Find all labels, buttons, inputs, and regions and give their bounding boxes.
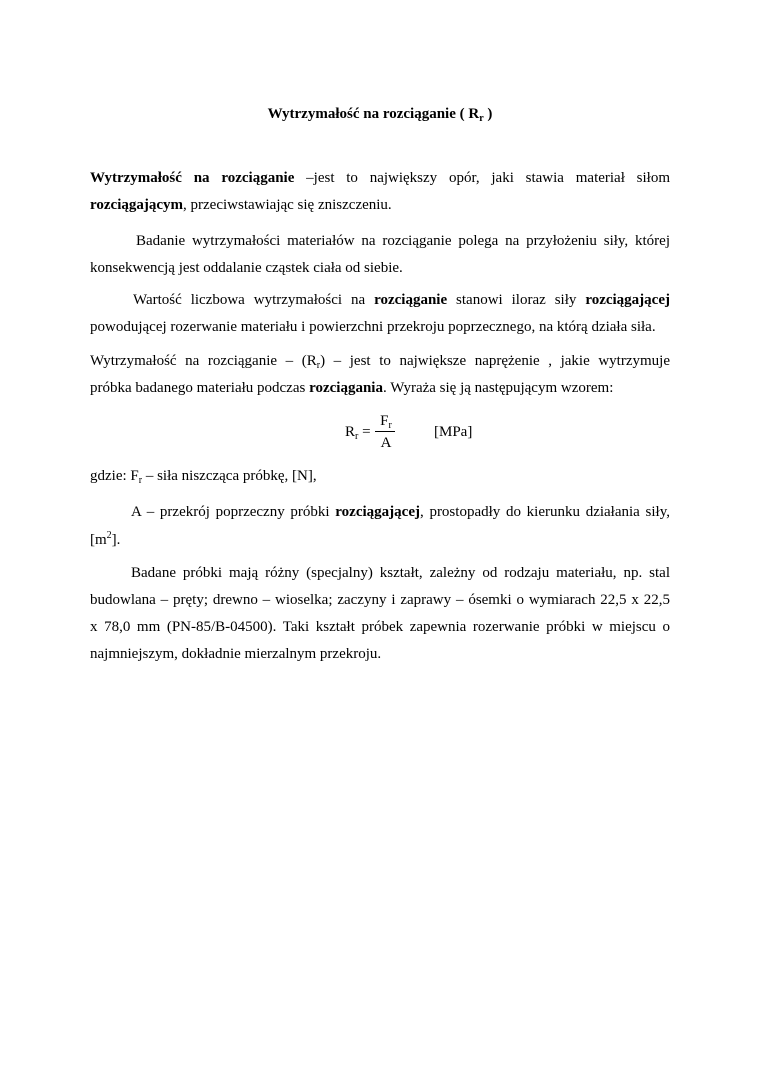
formula-unit: [MPa] [434,424,473,440]
page-title: Wytrzymałość na rozciąganie ( $R_r$ ) [267,106,493,124]
paragraph-5-line-2: budowlana – pręty; drewno – wioselka; zaczyny i zaprawy – ósemki o wymiarach 22,5 x 22,5 [90,592,670,608]
paragraph-3-line-2: powodującej rozerwanie materiału i powierzchni przekroju poprzecznego, na którą działa siła. [90,319,656,335]
where-line-2: A – przekrój poprzeczny próbki rozciągającej, prostopadły do kierunku działania siły, [131,504,670,520]
paragraph-5-line-4: najmniejszym, dokładnie mierzalnym przekroju. [90,646,382,662]
paragraph-3-line-1: Wartość liczbowa wytrzymałości na rozciąganie stanowi iloraz siły rozciągającej [133,292,670,308]
paragraph-4-line-2: próbka badanego materiału podczas rozciągania. Wyraża się ją następującym wzorem: [90,380,614,396]
formula-lhs: $R_r$ = [345,424,371,442]
formula-numerator: $F_r$ [380,413,392,431]
where-line-3: $[m^2]$. [90,530,121,548]
paragraph-2-line-1: Badanie wytrzymałości materiałów na rozciąganie polega na przyłożeniu siły, której [136,233,670,249]
paragraph-5-line-3: x 78,0 mm (PN-85/B-04500). Taki kształt próbek zapewnia rozerwanie próbki w miejscu o [90,619,670,635]
paragraph-2-line-2: konsekwencją jest oddalanie cząstek ciała od siebie. [90,260,403,276]
where-line-1: gdzie: $F_r$ – siła niszcząca próbkę, [N], [90,468,317,486]
formula-denominator: A [380,435,392,451]
paragraph-4-line-1: Wytrzymałość na rozciąganie – $(R_r)$ – jest to największe naprężenie , jakie wytrzymuje [90,353,670,371]
definition-line-2: rozciągającym, przeciwstawiając się zniszczeniu. [90,197,392,213]
fraction-bar [375,431,395,432]
definition-line-1: Wytrzymałość na rozciąganie –jest to największy opór, jaki stawia materiał siłom [90,170,670,186]
paragraph-5-line-1: Badane próbki mają różny (specjalny) kształt, zależny od rodzaju materiału, np. stal [131,565,670,581]
